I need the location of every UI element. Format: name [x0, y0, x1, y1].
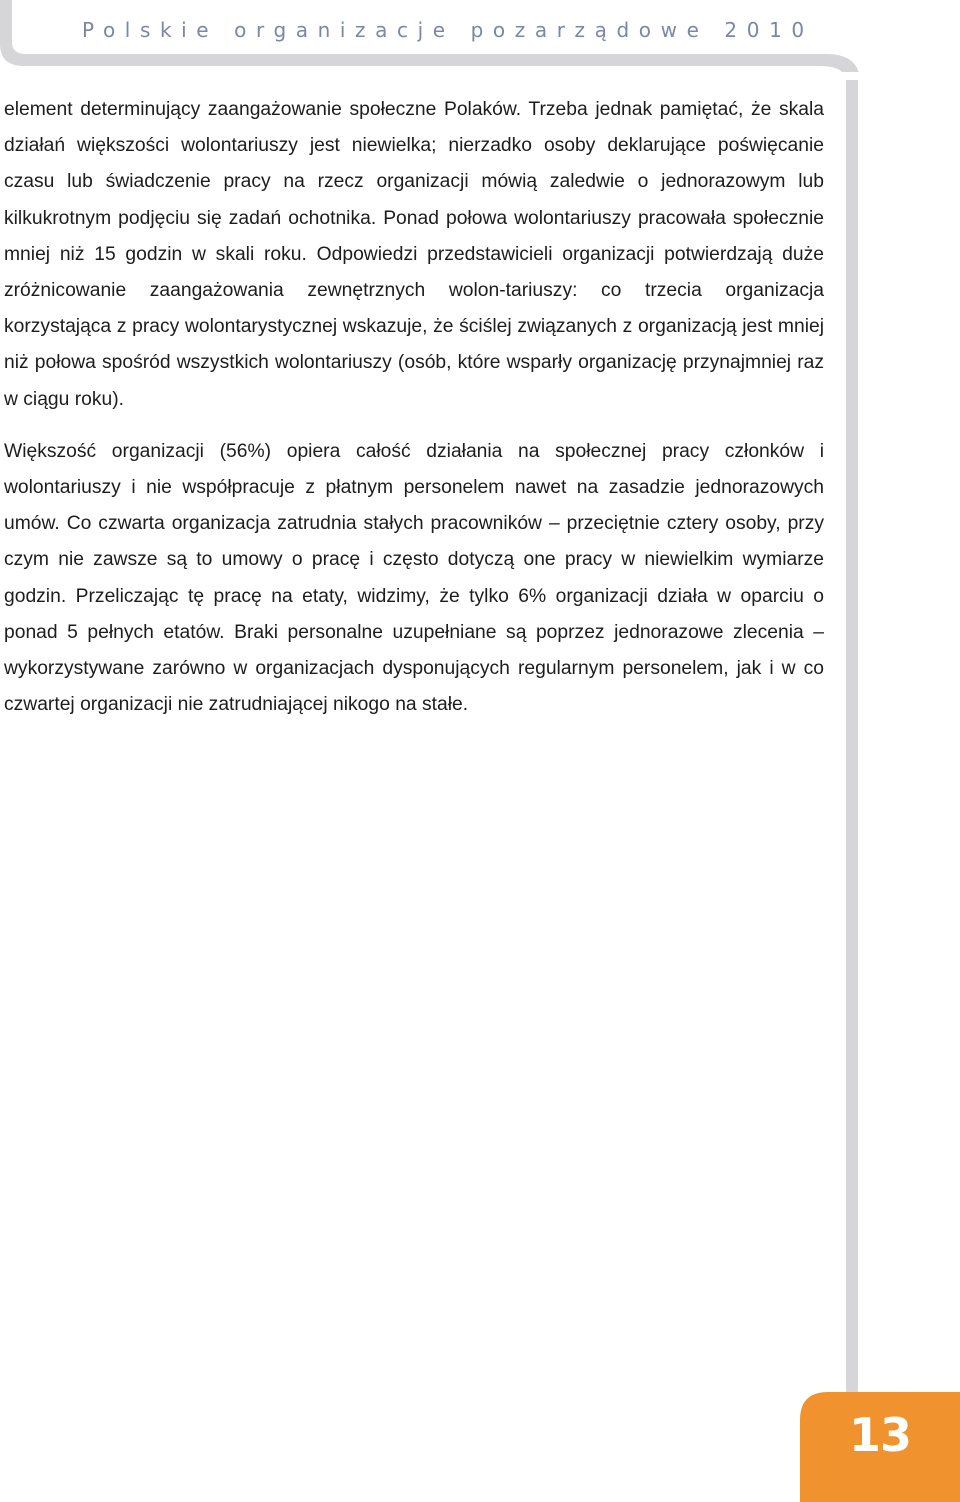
- running-header-title: Polskie organizacje pozarządowe 2010: [82, 18, 814, 42]
- body-paragraph: element determinujący zaangażowanie społeczne Polaków. Trzeba jednak pamiętać, że skala działań większości wolontariuszy jest niewielka; nierzadko osoby deklarujące poświęcanie czasu lub świadczenie pracy na rzecz organizacji mówią zaledwie o jednorazowym lub kilkukrotnym podjęciu się zadań ochotnika. Ponad połowa wolontariuszy pracowała społecznie mniej niż 15 godzin w skali roku. Odpowiedzi przedstawicieli organizacji potwierdzają duże zróżnicowanie zaangażowania zewnętrznych wolon-tariuszy: co trzecia organizacja korzystająca z pracy wolontarystycznej wskazuje, że ściślej związanych z organizacją jest mniej niż połowa spośród wszystkich wolontariuszy (osób, które wsparły organizację przynajmniej raz w ciągu roku).: [4, 99, 824, 410]
- page-number: 13: [848, 1408, 911, 1462]
- body-paragraph: Większość organizacji (56%) opiera całość działania na społecznej pracy członków i wolontariuszy i nie współpracuje z płatnym personelem nawet na zasadzie jednorazowych umów. Co czwarta organizacja zatrudnia stałych pracowników – przeciętnie cztery osoby, przy czym nie zawsze są to umowy o pracę i często dotyczą one pracy w niewielkim wymiarze godzin. Przeliczając tę pracę na etaty, widzimy, że tylko 6% organizacji działa w oparciu o ponad 5 pełnych etatów. Braki personalne uzupełniane są poprzez jednorazowe zlecenia – wykorzystywane zarówno w organizacjach dysponujących regularnym personelem, jak i w co czwartej organizacji nie zatrudniającej nikogo na stałe.: [4, 440, 824, 716]
- article-body: [4, 92, 824, 739]
- right-frame-bar: [830, 60, 860, 1502]
- right-frame-bar-shape: [830, 60, 860, 1502]
